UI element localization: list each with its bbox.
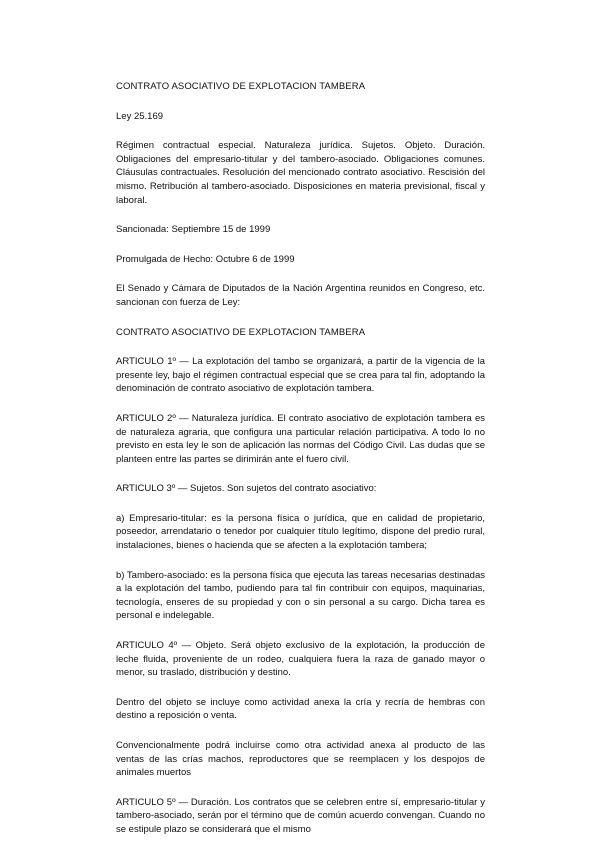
law-summary: Régimen contractual especial. Naturaleza jurídica. Sujetos. Objeto. Duración. Obligaciones del empresario-titular y del tambero-asociado. Obligaciones comunes. Cláusulas contractuales. Resolución del mencionado contrato asociativo. Rescisión del mismo. Retribución al tambero-asociado. Disposiciones en materia previsional, fiscal y laboral. <box>116 140 485 206</box>
sanction-date: Sancionada: Septiembre 15 de 1999 <box>116 224 271 236</box>
article-2: ARTICULO 2º — Naturaleza jurídica. El contrato asociativo de explotación tambera es de naturaleza agraria, que configura una particular relación participativa. A todo lo no previsto en esta ley le son de aplicación las normas del Código Civil. Las dudas que se planteen entre las partes se dirimirán ante el fuero civil. <box>116 412 485 465</box>
document-title: CONTRATO ASOCIATIVO DE EXPLOTACION TAMBERA <box>116 81 366 92</box>
article-3: ARTICULO 3º — Sujetos. Son sujetos del contrato asociativo: <box>116 483 377 495</box>
article-4-paragraph-3: Convencionalmente podrá incluirse como otra actividad anexa al producto de las ventas de las crías machos, reproductores que se reemplacen y los despojos de animales muertos <box>116 740 485 779</box>
article-4-paragraph-2: Dentro del objeto se incluye como actividad anexa la cría y recría de hembras con destino a reposición o venta. <box>116 696 485 722</box>
enactment-formula: El Senado y Cámara de Diputados de la Nación Argentina reunidos en Congreso, etc. sancionan con fuerza de Ley: <box>116 283 485 308</box>
section-heading: CONTRATO ASOCIATIVO DE EXPLOTACION TAMBERA <box>116 326 366 338</box>
document-body <box>116 80 485 853</box>
article-5: ARTICULO 5º — Duración. Los contratos que se celebren entre sí, empresario-titular y tambero-asociado, serán por el término que de común acuerdo convengan. Cuando no se estipule plazo se considerará que el mismo <box>116 796 485 835</box>
article-3-item-b: b) Tambero-asociado: es la persona física que ejecuta las tareas necesarias destinadas a la explotación del tambo, pudiendo para tal fin contribuir con equipos, maquinarias, tecnología, enseres de su propiedad y con o sin personal a su cargo. Dicha tarea es personal e indelegable. <box>116 569 485 622</box>
law-number: Ley 25.169 <box>116 110 164 122</box>
article-1: ARTICULO 1º — La explotación del tambo se organizará, a partir de la vigencia de la presente ley, bajo el régimen contractual especial que se crea para tal fin, adoptando la denominación de contrato asociativo de explotación tambera. <box>116 356 485 395</box>
article-3-item-a: a) Empresario-titular: es la persona física o jurídica, que en calidad de propietario, poseedor, arrendatario o tenedor por cualquier título legítimo, dispone del predio rural, instalaciones, bienes o hacienda que se afecten a la explotación tambera; <box>116 512 485 552</box>
article-4: ARTICULO 4º — Objeto. Será objeto exclusivo de la explotación, la producción de leche fluida, proveniente de un rodeo, cualquiera fuera la raza de ganado mayor o menor, su traslado, distribución y destino. <box>116 640 485 679</box>
promulgation-date: Promulgada de Hecho: Octubre 6 de 1999 <box>116 253 295 265</box>
